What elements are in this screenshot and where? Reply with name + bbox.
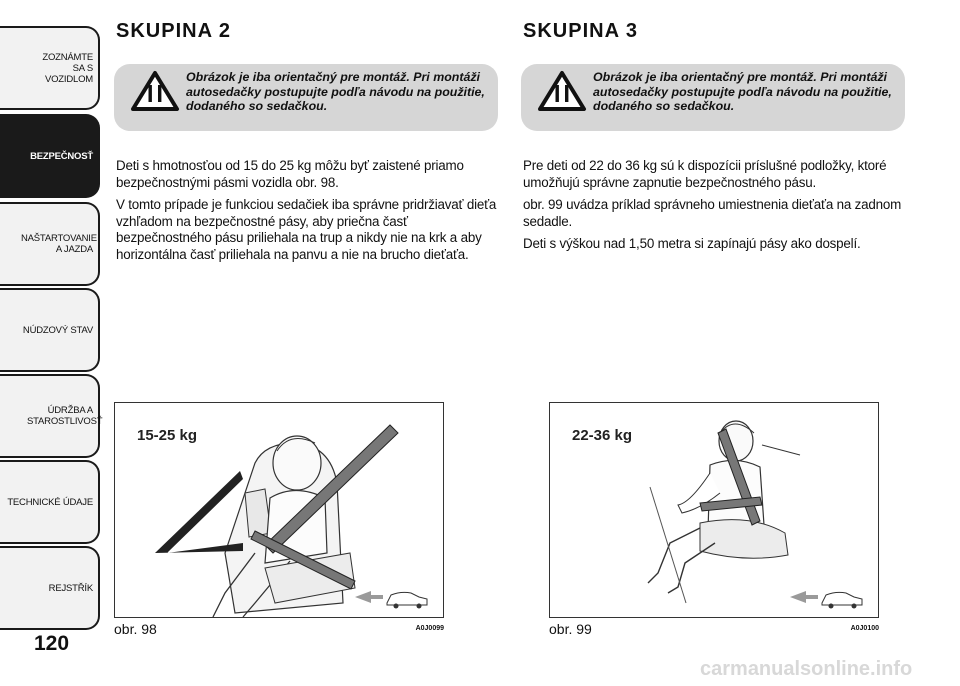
figure-caption: obr. 99 <box>549 621 592 637</box>
tab-vehicle-intro[interactable] <box>0 26 100 110</box>
tab-index[interactable] <box>0 546 100 630</box>
tab-emergency[interactable] <box>0 288 100 372</box>
tab-safety-label: BEZPEČNOSŤ <box>30 150 93 162</box>
paragraph: obr. 99 uvádza príklad správneho umiestnenia dieťaťa na zadnom sedadle. <box>523 197 902 229</box>
tab-starting-driving[interactable] <box>0 202 100 286</box>
paragraph: Deti s výškou nad 1,50 metra si zapínajú pásy ako dospelí. <box>523 236 861 251</box>
tab-index-label: REJSTŘÍK <box>48 582 93 594</box>
figure-code: A0J0100 <box>850 625 879 632</box>
tab-technical-data[interactable] <box>0 460 100 544</box>
tab-technical-data-label: TECHNICKÉ ÚDAJE <box>7 496 93 508</box>
paragraph: Deti s hmotnosťou od 15 do 25 kg môžu byť zaistené priamo bezpečnostnými pásmi vozidla obr. 98. <box>116 158 464 190</box>
figure-caption: obr. 98 <box>114 621 157 637</box>
figure-weight-label: 22-36 kg <box>572 427 633 444</box>
warning-triangle-icon <box>537 70 587 112</box>
warning-text: Obrázok je iba orientačný pre montáž. Pri montáži autosedačky postupujte podľa návodu na použitie, dodaného so sedačkou. <box>186 70 485 113</box>
warning-text: Obrázok je iba orientačný pre montáž. Pri montáži autosedačky postupujte podľa návodu na použitie, dodaného so sedačkou. <box>593 70 892 113</box>
warning-box <box>521 64 905 131</box>
section-title: SKUPINA 3 <box>523 20 638 42</box>
tab-maintenance[interactable] <box>0 374 103 458</box>
paragraph: Pre deti od 22 do 36 kg sú k dispozícii príslušné podložky, ktoré umožňujú správne zapnutie bezpečnostného pásu. <box>523 158 887 190</box>
figure-weight-label: 15-25 kg <box>137 427 198 444</box>
warning-triangle-icon <box>130 70 180 112</box>
paragraph: V tomto prípade je funkciou sedačiek iba správne pridržiavať dieťa vzhľadom na bezpečnostné pásy, aby priečna časť bezpečnostného pásu priliehala na trup a nikdy nie na krk a aby horizontálna časť priliehala na panvu a nie na brucho dieťaťa. <box>116 197 497 262</box>
tab-vehicle-intro-label: ZOZNÁMTE SA S VOZIDLOM <box>42 51 93 85</box>
figure-99 <box>549 402 879 618</box>
body-text <box>116 158 498 269</box>
warning-box <box>114 64 498 131</box>
watermark: carmanualsonline.info <box>700 658 913 680</box>
tab-safety[interactable] <box>0 114 100 198</box>
section-title: SKUPINA 2 <box>116 20 231 42</box>
tab-starting-driving-label: NAŠTARTOVANIE A JAZDA <box>21 233 97 255</box>
figure-98 <box>114 402 444 618</box>
tab-maintenance-label: ÚDRŽBA A STAROSTLIVOSŤ <box>27 405 103 427</box>
page-number: 120 <box>34 632 70 655</box>
figure-code: A0J0099 <box>415 625 444 632</box>
body-text <box>523 158 905 259</box>
tab-emergency-label: NÚDZOVÝ STAV <box>22 324 93 336</box>
